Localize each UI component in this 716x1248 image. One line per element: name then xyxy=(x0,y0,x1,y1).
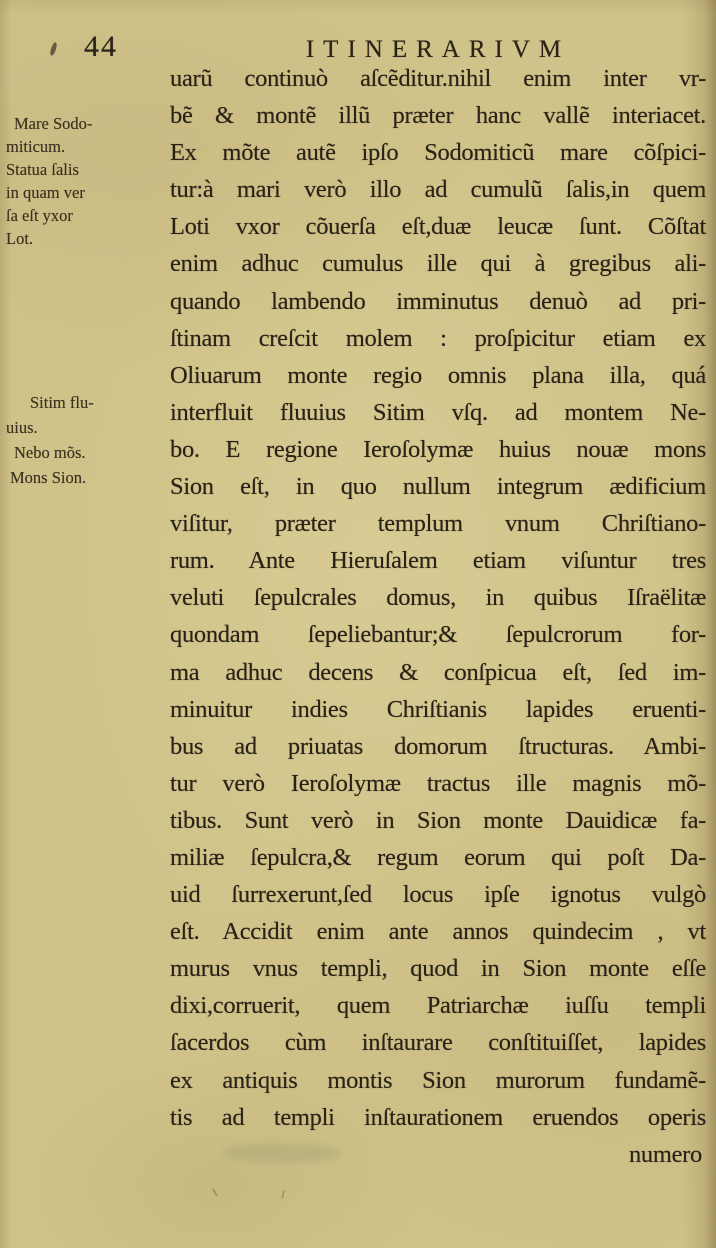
body-text-line: bo. E regione Ieroſolymæ huius nouæ mons xyxy=(170,435,706,463)
body-text-line: tis ad templi inſtaurationem eruendos operis xyxy=(170,1103,706,1131)
body-text-line: tur verò Ieroſolymæ tractus ille magnis mõ- xyxy=(170,769,706,797)
margin-note-line: Sitim flu- xyxy=(30,393,94,412)
margin-note-line: Mare Sodo- xyxy=(14,114,93,133)
body-text-line: ex antiquis montis Sion murorum fundamẽ- xyxy=(170,1066,706,1094)
margin-note-line: Mons Sion. xyxy=(10,468,87,487)
body-text-line: quando lambendo imminutus denuò ad pri- xyxy=(170,287,706,315)
body-text-line: quondam ſepeliebantur;& ſepulcrorum for- xyxy=(170,621,706,649)
ink-speck xyxy=(49,42,57,57)
body-text-line: Oliuarum monte regio omnis plana illa, quá xyxy=(170,361,706,389)
paper-fiber xyxy=(281,1190,285,1199)
margin-note-line: Nebo mõs. xyxy=(14,443,86,462)
body-text-line: murus vnus templi, quod in Sion monte eſſe xyxy=(170,955,706,983)
margin-note-line: ſa eſt yxor xyxy=(6,206,73,225)
body-text-line: tur:à mari verò illo ad cumulũ ſalis,in quem xyxy=(170,176,706,204)
margin-note-line: uius. xyxy=(6,418,38,437)
body-text-line: Ex mõte autẽ ipſo Sodomiticũ mare cõſpici- xyxy=(170,139,706,167)
catchword: numero xyxy=(628,1140,702,1168)
margin-note-mare-sodomiticum xyxy=(6,112,168,250)
margin-note-line: Statua ſalis xyxy=(6,160,79,179)
body-text-line: miliæ ſepulcra,& regum eorum qui poſt Da- xyxy=(170,843,706,871)
body-lines xyxy=(170,60,706,1136)
body-text-line: enim adhuc cumulus ille qui à gregibus ali- xyxy=(170,250,706,278)
main-text-block xyxy=(170,60,706,1173)
body-text-line: minuitur indies Chriſtianis lapides eruenti- xyxy=(170,695,706,723)
body-text-line: eſt. Accidit enim ante annos quindecim , vt xyxy=(170,918,706,946)
body-text-line: viſitur, præter templum vnum Chriſtiano- xyxy=(170,510,706,538)
body-text-line: interfluit fluuius Sitim vſq. ad montem Ne- xyxy=(170,398,706,426)
body-text-line: ſacerdos cùm inſtaurare conſtituiſſet, lapides xyxy=(170,1029,706,1057)
body-text-line: Sion eſt, in quo nullum integrum ædificium xyxy=(170,473,706,501)
body-text-line: bus ad priuatas domorum ſtructuras. Ambi- xyxy=(170,732,706,760)
body-text-line: uarũ continuò aſcẽditur.nihil enim inter vr- xyxy=(170,65,706,92)
body-text-line: dixi,corruerit, quem Patriarchæ iuſſu templi xyxy=(170,992,706,1020)
body-text-line: uid ſurrexerunt,ſed locus ipſe ignotus vulgò xyxy=(170,881,706,909)
paper-fiber xyxy=(212,1188,218,1197)
running-title: ITINERARIVM xyxy=(305,36,571,63)
body-text-line: ſtinam creſcit molem : proſpicitur etiam ex xyxy=(170,324,706,352)
body-text-line: bẽ & montẽ illũ præter hanc vallẽ interiacet. xyxy=(170,102,706,130)
body-text-line: rum. Ante Hieruſalem etiam viſuntur tres xyxy=(170,547,706,575)
margin-note-line: Lot. xyxy=(6,229,34,248)
body-text-line: tibus. Sunt verò in Sion monte Dauidicæ fa- xyxy=(170,806,706,834)
body-text-line: Loti vxor cõuerſa eſt,duæ leucæ ſunt. Cõſtat xyxy=(170,213,706,241)
body-text-line: veluti ſepulcrales domus, in quibus Iſraëlitæ xyxy=(170,584,706,612)
margin-note-line: in quam ver xyxy=(6,183,85,202)
body-text-line: ma adhuc decens & conſpicua eſt, ſed im- xyxy=(170,658,706,686)
margin-note-sitim-nebo-sion xyxy=(6,390,168,490)
page-number: 44 xyxy=(84,30,118,63)
show-through-smudge xyxy=(225,1144,340,1162)
margin-note-line: miticum. xyxy=(6,137,66,156)
